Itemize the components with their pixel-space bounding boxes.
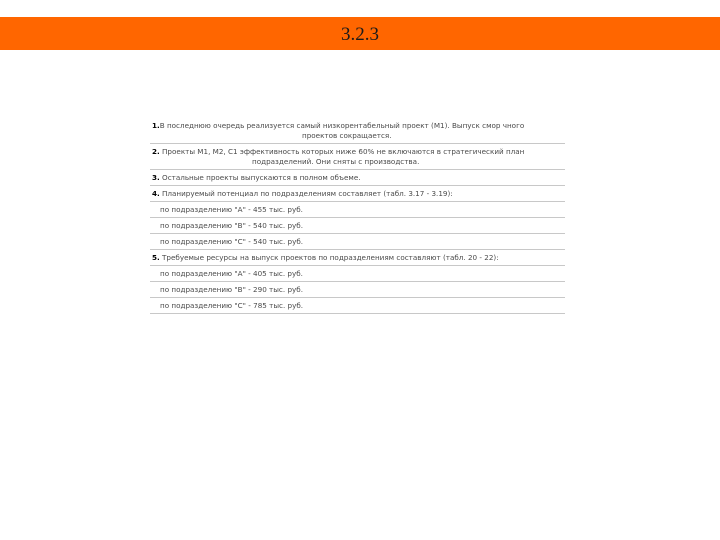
table-cell [150, 282, 565, 298]
item-text: по подразделению "А" - 455 тыс. руб. [160, 205, 303, 214]
table-row [150, 282, 565, 298]
item-text: по подразделению "А" - 405 тыс. руб. [160, 269, 303, 278]
table-row [150, 218, 565, 234]
table-cell [150, 218, 565, 234]
table-cell [150, 298, 565, 314]
item-text: по подразделению "С" - 785 тыс. руб. [160, 301, 304, 310]
item-text: Остальные проекты выпускаются в полном объеме. [162, 173, 361, 182]
item-text: Требуемые ресурсы на выпуск проектов по подразделениям составляют (табл. 20 - 22): [162, 253, 499, 262]
table-cell [150, 118, 565, 144]
table-row [150, 202, 565, 218]
table-cell [150, 266, 565, 282]
table-cell [150, 234, 565, 250]
table-row [150, 118, 565, 144]
item-text: Проекты М1, М2, С1 эффективность которых ниже 60% не включаются в стратегический план [162, 147, 525, 156]
table-row [150, 186, 565, 202]
table-cell [150, 186, 565, 202]
table-cell [150, 202, 565, 218]
table-row [150, 170, 565, 186]
item-text: по подразделению "С" - 540 тыс. руб. [160, 237, 304, 246]
table-row [150, 298, 565, 314]
table-row [150, 234, 565, 250]
table-row [150, 250, 565, 266]
item-number: 5. [152, 253, 160, 262]
item-text: В последнюю очередь реализуется самый низкорентабельный проект (М1). Выпуск смор чного [159, 121, 525, 130]
item-text: по подразделению "В" - 540 тыс. руб. [160, 221, 303, 230]
item-text-continuation: подразделений. Они сняты с производства. [252, 157, 420, 166]
item-number: 3. [152, 173, 160, 182]
table-cell [150, 250, 565, 266]
item-number: 4. [152, 189, 160, 198]
item-number: 2. [152, 147, 160, 156]
item-text: Планируемый потенциал по подразделениям составляет (табл. 3.17 - 3.19): [162, 189, 453, 198]
content-table [150, 118, 565, 314]
item-text: по подразделению "В" - 290 тыс. руб. [160, 285, 303, 294]
item-text-continuation: проектов сокращается. [302, 131, 392, 140]
table-row [150, 266, 565, 282]
table-cell [150, 170, 565, 186]
item-number: 1. [152, 121, 160, 130]
table-row [150, 144, 565, 170]
table-cell [150, 144, 565, 170]
slide-title: 3.2.3 [341, 24, 379, 45]
title-bar [0, 17, 720, 50]
